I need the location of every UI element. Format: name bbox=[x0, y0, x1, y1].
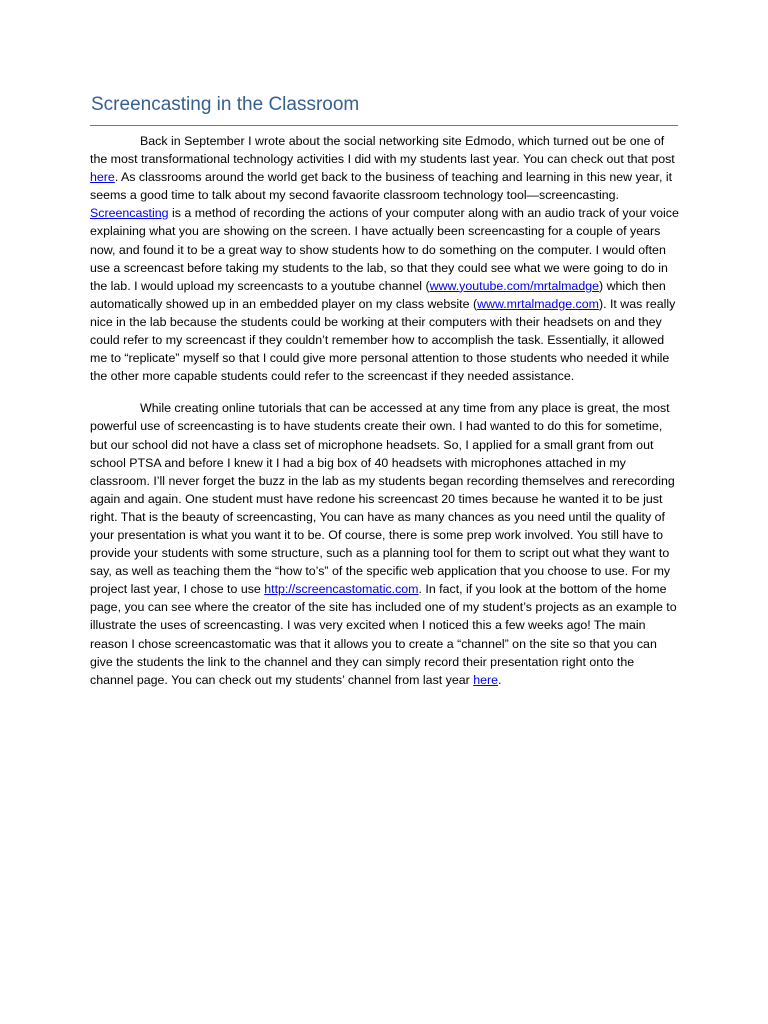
paragraph-text: . In fact, if you look at the bottom of the home page, you can see where the creator of the site has included one of my student’s projects as an example to illustrate the uses of screencasting. I was very excited when I noticed this a few weeks ago! The main reason I chose screencastomatic was that it allows you to create a “channel” on the site so that you can give the students the link to the channel and they can simply record their presentation right onto the channel page. You can check out my students’ channel from last year bbox=[90, 582, 677, 687]
paragraph-text: ) which then automatically showed up in an embedded player on my class website ( bbox=[90, 278, 666, 311]
inline-link[interactable]: http://screencastomatic.com bbox=[264, 582, 419, 597]
inline-link[interactable]: www.mrtalmadge.com bbox=[477, 296, 599, 311]
paragraph-text: While creating online tutorials that can be accessed at any time from any place is great, the most powerful use of screencasting is to have students create their own. I had wanted to do this for sometime, but our school did not have a class set of microphone headsets. So, I applied for a small grant from out school PTSA and before I knew it I had a big box of 40 headsets with microphones attached in my classroom. I’ll never forget the buzz in the lab as my students began recording themselves and rerecording again and again. One student must have redone his screencast 20 times because he wanted it to be just right. That is the beauty of screencasting, You can have as many chances as you need until the quality of your presentation is what you want it to be. Of course, there is some prep work involved. You still have to provide your students with some structure, such as a planning tool for them to script out what they want to say, as well as teaching them the “how to’s” of the specific web application that you choose to use. For my project last year, I chose to use bbox=[90, 401, 675, 597]
inline-link[interactable]: here bbox=[473, 672, 499, 687]
paragraph-text: is a method of recording the actions of your computer along with an audio track of your voice explaining what you are showing on the screen. I have actually been screencasting for a couple of years now, and found it to be a great way to show students how to do something on the computer. I would often use a screencast before taking my students to the lab, so that they could see what we were going to do in the lab. I would upload my screencasts to a youtube channel ( bbox=[90, 206, 679, 293]
inline-link[interactable]: here bbox=[90, 170, 115, 185]
body-paragraph bbox=[90, 399, 680, 689]
paragraph-text: Back in September I wrote about the social networking site Edmodo, which turned out be one of the most transformational technology activities I did with my students last year. You can check out that post bbox=[90, 134, 675, 167]
body-paragraph bbox=[90, 132, 680, 385]
document-body bbox=[90, 132, 680, 703]
paragraph-text: . As classrooms around the world get back to the business of teaching and learning in this new year, it seems a good time to talk about my second favaorite classroom technology tool—screencasting. bbox=[90, 170, 673, 203]
paragraph-text: . bbox=[498, 672, 502, 687]
inline-link[interactable]: www.youtube.com/mrtalmadge bbox=[429, 278, 599, 293]
inline-link[interactable]: Screencasting bbox=[90, 206, 169, 221]
paragraph-text: ). It was really nice in the lab because the students could be working at their computers with their headsets on and they could refer to my screencast if they couldn’t remember how to accomplish the task. Essentially, it allowed me to “replicate” myself so that I could give more personal attention to those students who needed it while the other more capable students could refer to the screencast if they needed assistance. bbox=[90, 296, 676, 384]
title-underline-divider bbox=[90, 125, 678, 126]
page-title: Screencasting in the Classroom bbox=[91, 94, 360, 115]
